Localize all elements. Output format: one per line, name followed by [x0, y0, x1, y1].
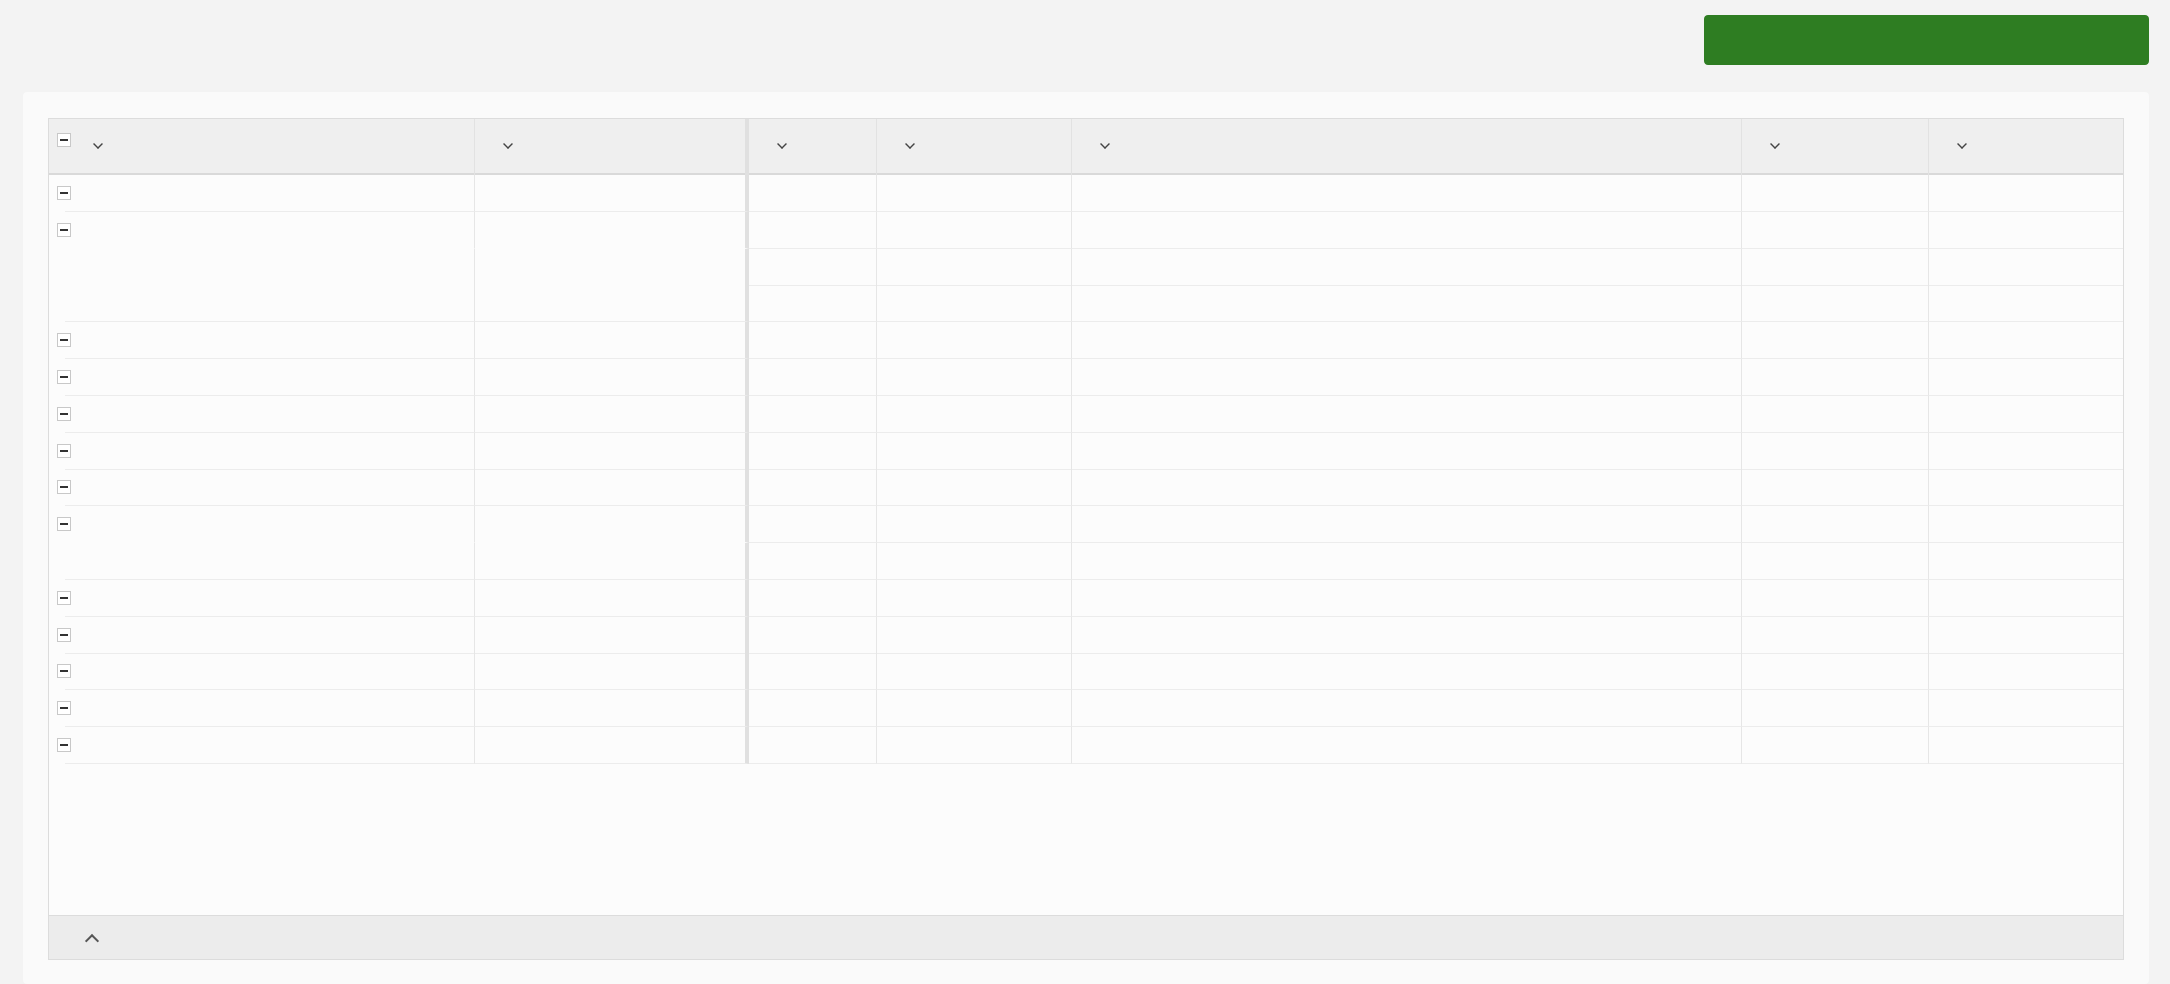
cell-user-id [749, 580, 877, 617]
cell-sum-credit-value [475, 359, 749, 396]
cell-user-id [749, 727, 877, 764]
cell-credit-value [1742, 433, 1929, 470]
table-row [49, 359, 2123, 396]
table-row [49, 617, 2123, 654]
chevron-down-icon[interactable] [777, 139, 787, 149]
cell-sum-credit-value [475, 653, 749, 690]
cell-site-credit-id [877, 396, 1072, 433]
cell-user-id [749, 175, 877, 212]
table-row [49, 396, 2123, 433]
column-header-sum-credit-value[interactable] [475, 119, 749, 175]
cell-site-credit-id [877, 469, 1072, 506]
cell-expiration-date [1929, 285, 2124, 322]
cell-user-full-name [65, 212, 475, 249]
table-row [49, 175, 2123, 212]
cell-expiration-date [1929, 580, 2124, 617]
cell-user-full-name [65, 433, 475, 470]
cell-sum-credit-value [475, 543, 749, 580]
cell-credit-value [1742, 175, 1929, 212]
table-row [49, 727, 2123, 764]
cell-expiration-date [1929, 433, 2124, 470]
cell-sum-credit-value [475, 506, 749, 543]
cell-credit-value [1742, 396, 1929, 433]
cell-site-credit-id [877, 433, 1072, 470]
cell-credit-value [1742, 653, 1929, 690]
cell-site-credit-id [877, 506, 1072, 543]
cell-user-full-name [65, 175, 475, 212]
cell-user-id [749, 690, 877, 727]
cell-expiration-date [1929, 690, 2124, 727]
cell-credit-value [1742, 690, 1929, 727]
cell-user-id [749, 212, 877, 249]
cell-expiration-date [1929, 617, 2124, 654]
column-header-user-full-name[interactable] [65, 119, 475, 175]
cell-description [1072, 285, 1742, 322]
cell-description [1072, 433, 1742, 470]
chevron-down-icon[interactable] [1957, 139, 1967, 149]
table-row [49, 543, 2123, 580]
cell-site-credit-id [877, 617, 1072, 654]
cell-user-id [749, 506, 877, 543]
cell-site-credit-id [877, 322, 1072, 359]
cell-site-credit-id [877, 727, 1072, 764]
cell-sum-credit-value [475, 433, 749, 470]
column-header-site-credit-id[interactable] [877, 119, 1072, 175]
cell-site-credit-id [877, 285, 1072, 322]
cell-user-full-name [65, 469, 475, 506]
cell-user-id [749, 359, 877, 396]
table-row [49, 212, 2123, 249]
table-row [49, 433, 2123, 470]
cell-sum-credit-value [475, 285, 749, 322]
cell-sum-credit-value [475, 249, 749, 286]
cell-description [1072, 580, 1742, 617]
cell-description [1072, 690, 1742, 727]
chevron-down-icon[interactable] [93, 139, 103, 149]
cell-user-id [749, 653, 877, 690]
cell-description [1072, 653, 1742, 690]
column-header-user-id[interactable] [749, 119, 877, 175]
table-row [49, 690, 2123, 727]
cell-expiration-date [1929, 212, 2124, 249]
column-header-credit-value[interactable] [1742, 119, 1929, 175]
cell-description [1072, 469, 1742, 506]
cell-description [1072, 543, 1742, 580]
cell-expiration-date [1929, 469, 2124, 506]
cell-sum-credit-value [475, 690, 749, 727]
cell-credit-value [1742, 469, 1929, 506]
cell-credit-value [1742, 322, 1929, 359]
chevron-down-icon[interactable] [1100, 139, 1110, 149]
export-credit-balances-button[interactable] [1704, 15, 2149, 65]
cell-expiration-date [1929, 322, 2124, 359]
table-row [49, 469, 2123, 506]
column-header-expiration-date[interactable] [1929, 119, 2124, 175]
cell-user-full-name [65, 617, 475, 654]
chevron-down-icon[interactable] [1770, 139, 1780, 149]
cell-user-id [749, 285, 877, 322]
table-row [49, 506, 2123, 543]
cell-expiration-date [1929, 175, 2124, 212]
cell-credit-value [1742, 506, 1929, 543]
cell-expiration-date [1929, 543, 2124, 580]
cell-sum-credit-value [475, 396, 749, 433]
cell-user-full-name [65, 285, 475, 322]
cell-user-id [749, 249, 877, 286]
cell-site-credit-id [877, 212, 1072, 249]
table-row [49, 322, 2123, 359]
cell-expiration-date [1929, 249, 2124, 286]
cell-description [1072, 617, 1742, 654]
data-grid [48, 118, 2124, 960]
cell-sum-credit-value [475, 175, 749, 212]
cell-expiration-date [1929, 653, 2124, 690]
cell-sum-credit-value [475, 727, 749, 764]
cell-sum-credit-value [475, 322, 749, 359]
cell-site-credit-id [877, 653, 1072, 690]
cell-credit-value [1742, 543, 1929, 580]
cell-user-full-name [65, 653, 475, 690]
cell-site-credit-id [877, 543, 1072, 580]
cell-user-id [749, 322, 877, 359]
cell-expiration-date [1929, 727, 2124, 764]
cell-description [1072, 322, 1742, 359]
cell-user-id [749, 396, 877, 433]
cell-description [1072, 727, 1742, 764]
cell-sum-credit-value [475, 212, 749, 249]
cell-credit-value [1742, 580, 1929, 617]
cell-user-full-name [65, 396, 475, 433]
table-row [49, 653, 2123, 690]
cell-site-credit-id [877, 175, 1072, 212]
cell-credit-value [1742, 617, 1929, 654]
table-row [49, 580, 2123, 617]
cell-user-full-name [65, 506, 475, 543]
chevron-down-icon[interactable] [905, 139, 915, 149]
cell-user-full-name [65, 580, 475, 617]
cell-credit-value [1742, 285, 1929, 322]
cell-credit-value [1742, 359, 1929, 396]
cell-user-id [749, 617, 877, 654]
cell-user-full-name [65, 727, 475, 764]
table-row [49, 249, 2123, 286]
cell-user-id [749, 433, 877, 470]
cell-site-credit-id [877, 690, 1072, 727]
cell-expiration-date [1929, 359, 2124, 396]
cell-sum-credit-value [475, 469, 749, 506]
column-header-description[interactable] [1072, 119, 1742, 175]
cell-description [1072, 212, 1742, 249]
cell-description [1072, 175, 1742, 212]
cell-sum-credit-value [475, 580, 749, 617]
cell-credit-value [1742, 212, 1929, 249]
cell-expiration-date [1929, 396, 2124, 433]
cell-user-full-name [65, 543, 475, 580]
cell-description [1072, 506, 1742, 543]
cell-credit-value [1742, 249, 1929, 286]
chevron-up-icon[interactable] [85, 933, 99, 947]
cell-user-full-name [65, 690, 475, 727]
cell-user-full-name [65, 249, 475, 286]
cell-expiration-date [1929, 506, 2124, 543]
cell-description [1072, 359, 1742, 396]
cell-user-full-name [65, 322, 475, 359]
cell-site-credit-id [877, 359, 1072, 396]
table-row [49, 285, 2123, 322]
cell-user-full-name [65, 359, 475, 396]
cell-user-id [749, 469, 877, 506]
summary-bar[interactable] [49, 915, 2123, 959]
chevron-down-icon[interactable] [503, 139, 513, 149]
cell-user-id [749, 543, 877, 580]
cell-description [1072, 396, 1742, 433]
cell-sum-credit-value [475, 617, 749, 654]
grid-header [49, 119, 2123, 175]
cell-credit-value [1742, 727, 1929, 764]
cell-site-credit-id [877, 580, 1072, 617]
cell-description [1072, 249, 1742, 286]
cell-site-credit-id [877, 249, 1072, 286]
